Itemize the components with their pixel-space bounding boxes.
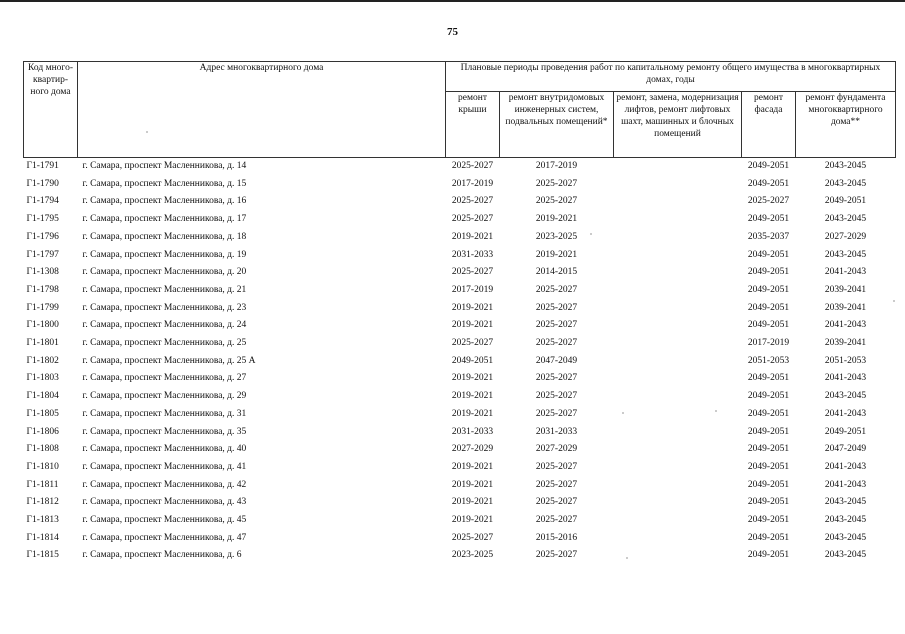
cell-lifts	[614, 264, 742, 282]
table-row	[24, 530, 896, 548]
cell-address: г. Самара, проспект Масленникова, д. 35	[82, 426, 247, 437]
cell-lifts	[614, 494, 742, 512]
scan-speck	[622, 412, 624, 414]
cell-roof: 2031-2033	[451, 249, 494, 260]
table-body	[24, 158, 896, 566]
cell-roof: 2025-2027	[451, 214, 494, 225]
cell-roof: 2025-2027	[451, 196, 494, 207]
cell-foundation: 2041-2043	[824, 408, 867, 419]
cell-code: Г1-1812	[26, 497, 59, 508]
cell-code: Г1-1796	[26, 231, 59, 242]
table-row	[24, 494, 896, 512]
cell-systems: 2025-2027	[535, 550, 578, 561]
cell-facade: 2049-2051	[747, 550, 790, 561]
cell-roof: 2017-2019	[451, 284, 494, 295]
table-row	[24, 424, 896, 442]
cell-roof: 2019-2021	[451, 408, 494, 419]
header-systems: ремонт внутридомовых инженерных систем, подвальных помещений*	[500, 92, 614, 158]
cell-facade: 2049-2051	[747, 373, 790, 384]
cell-facade: 2049-2051	[747, 479, 790, 490]
cell-roof: 2025-2027	[451, 267, 494, 278]
cell-code: Г1-1795	[26, 214, 59, 225]
cell-roof: 2049-2051	[451, 355, 494, 366]
cell-code: Г1-1805	[26, 408, 59, 419]
cell-code: Г1-1803	[26, 373, 59, 384]
table-row	[24, 547, 896, 565]
cell-lifts	[614, 300, 742, 318]
cell-lifts	[614, 335, 742, 353]
cell-code: Г1-1804	[26, 391, 59, 402]
cell-roof: 2019-2021	[451, 231, 494, 242]
cell-code: Г1-1806	[26, 426, 59, 437]
cell-address: г. Самара, проспект Масленникова, д. 24	[82, 320, 247, 331]
cell-foundation: 2043-2045	[824, 161, 867, 171]
scan-speck	[590, 233, 592, 235]
cell-lifts	[614, 388, 742, 406]
cell-address: г. Самара, проспект Масленникова, д. 42	[82, 479, 247, 490]
cell-lifts	[614, 247, 742, 265]
cell-facade: 2049-2051	[747, 267, 790, 278]
scan-speck	[146, 131, 148, 133]
cell-foundation: 2041-2043	[824, 461, 867, 472]
cell-foundation: 2041-2043	[824, 320, 867, 331]
cell-systems: 2025-2027	[535, 196, 578, 207]
cell-code: Г1-1810	[26, 461, 59, 472]
cell-roof: 2031-2033	[451, 426, 494, 437]
cell-lifts	[614, 477, 742, 495]
table-row	[24, 282, 896, 300]
cell-foundation: 2043-2045	[824, 497, 867, 508]
top-rule	[0, 0, 905, 2]
cell-roof: 2025-2027	[451, 338, 494, 349]
table-row	[24, 459, 896, 477]
cell-foundation: 2043-2045	[824, 550, 867, 561]
cell-systems: 2019-2021	[535, 214, 578, 225]
cell-facade: 2049-2051	[747, 214, 790, 225]
cell-address: г. Самара, проспект Масленникова, д. 47	[82, 532, 247, 543]
cell-code: Г1-1794	[26, 196, 59, 207]
cell-facade: 2017-2019	[747, 338, 790, 349]
cell-code: Г1-1308	[26, 267, 59, 278]
cell-facade: 2051-2053	[747, 355, 790, 366]
table-row	[24, 247, 896, 265]
cell-foundation: 2043-2045	[824, 391, 867, 402]
cell-systems: 2025-2027	[535, 515, 578, 526]
cell-foundation: 2047-2049	[824, 444, 867, 455]
table-row	[24, 193, 896, 211]
table-row	[24, 353, 896, 371]
cell-lifts	[614, 441, 742, 459]
cell-systems: 2023-2025	[535, 231, 578, 242]
cell-lifts	[614, 229, 742, 247]
cell-address: г. Самара, проспект Масленникова, д. 40	[82, 444, 247, 455]
cell-lifts	[614, 370, 742, 388]
cell-code: Г1-1791	[26, 161, 59, 171]
cell-address: г. Самара, проспект Масленникова, д. 43	[82, 497, 247, 508]
cell-roof: 2019-2021	[451, 320, 494, 331]
table-row	[24, 388, 896, 406]
cell-systems: 2027-2029	[535, 444, 578, 455]
header-periods: Плановые периоды проведения работ по капитальному ремонту общего имущества в многоквартирных домах, годы	[446, 62, 896, 92]
cell-lifts	[614, 512, 742, 530]
cell-address: г. Самара, проспект Масленникова, д. 45	[82, 515, 247, 526]
cell-foundation: 2041-2043	[824, 267, 867, 278]
cell-facade: 2049-2051	[747, 408, 790, 419]
cell-address: г. Самара, проспект Масленникова, д. 17	[82, 214, 247, 225]
cell-address: г. Самара, проспект Масленникова, д. 27	[82, 373, 247, 384]
cell-lifts	[614, 193, 742, 211]
cell-lifts	[614, 282, 742, 300]
cell-facade: 2049-2051	[747, 249, 790, 260]
cell-code: Г1-1790	[26, 178, 59, 189]
cell-code: Г1-1811	[26, 479, 59, 490]
cell-roof: 2019-2021	[451, 461, 494, 472]
cell-lifts	[614, 317, 742, 335]
cell-lifts	[614, 424, 742, 442]
table-row	[24, 176, 896, 194]
cell-address: г. Самара, проспект Масленникова, д. 25 А	[82, 355, 256, 366]
scan-speck	[893, 300, 895, 302]
cell-facade: 2049-2051	[747, 497, 790, 508]
cell-systems: 2025-2027	[535, 338, 578, 349]
cell-code: Г1-1799	[26, 302, 59, 313]
cell-lifts	[614, 530, 742, 548]
cell-address: г. Самара, проспект Масленникова, д. 25	[82, 338, 247, 349]
cell-address: г. Самара, проспект Масленникова, д. 16	[82, 196, 247, 207]
cell-facade: 2049-2051	[747, 532, 790, 543]
cell-foundation: 2039-2041	[824, 302, 867, 313]
cell-code: Г1-1814	[26, 532, 59, 543]
cell-facade: 2049-2051	[747, 320, 790, 331]
cell-systems: 2014-2015	[535, 267, 578, 278]
cell-systems: 2025-2027	[535, 391, 578, 402]
cell-address: г. Самара, проспект Масленникова, д. 23	[82, 302, 247, 313]
cell-roof: 2019-2021	[451, 391, 494, 402]
cell-facade: 2035-2037	[747, 231, 790, 242]
cell-code: Г1-1801	[26, 338, 59, 349]
table-row	[24, 317, 896, 335]
cell-roof: 2023-2025	[451, 550, 494, 561]
cell-systems: 2025-2027	[535, 320, 578, 331]
cell-facade: 2049-2051	[747, 178, 790, 189]
cell-code: Г1-1798	[26, 284, 59, 295]
cell-lifts	[614, 176, 742, 194]
cell-lifts	[614, 211, 742, 229]
cell-systems: 2025-2027	[535, 302, 578, 313]
cell-facade: 2025-2027	[747, 196, 790, 207]
cell-systems: 2017-2019	[535, 161, 578, 171]
cell-roof: 2019-2021	[451, 497, 494, 508]
table-row	[24, 300, 896, 318]
cell-code: Г1-1802	[26, 355, 59, 366]
cell-roof: 2019-2021	[451, 479, 494, 490]
cell-facade: 2049-2051	[747, 161, 790, 171]
header-lifts: ремонт, замена, модернизация лифтов, ремонт лифтовых шахт, машинных и блочных помещений	[614, 92, 742, 158]
cell-roof: 2019-2021	[451, 515, 494, 526]
cell-foundation: 2043-2045	[824, 178, 867, 189]
page-number: 75	[447, 26, 458, 38]
header-facade: ремонт фасада	[742, 92, 796, 158]
header-address: Адрес многоквартирного дома	[78, 62, 446, 158]
cell-address: г. Самара, проспект Масленникова, д. 18	[82, 231, 247, 242]
cell-systems: 2025-2027	[535, 461, 578, 472]
cell-address: г. Самара, проспект Масленникова, д. 6	[82, 550, 242, 561]
cell-systems: 2025-2027	[535, 178, 578, 189]
cell-systems: 2025-2027	[535, 497, 578, 508]
cell-facade: 2049-2051	[747, 461, 790, 472]
cell-address: г. Самара, проспект Масленникова, д. 20	[82, 267, 247, 278]
cell-systems: 2031-2033	[535, 426, 578, 437]
cell-systems: 2025-2027	[535, 284, 578, 295]
cell-facade: 2049-2051	[747, 284, 790, 295]
table-row	[24, 512, 896, 530]
cell-roof: 2027-2029	[451, 444, 494, 455]
cell-lifts	[614, 158, 742, 176]
table-row	[24, 229, 896, 247]
cell-lifts	[614, 547, 742, 565]
scan-speck	[715, 410, 717, 412]
cell-foundation: 2041-2043	[824, 373, 867, 384]
header-code: Код много-квартир-ного дома	[24, 62, 78, 158]
cell-foundation: 2041-2043	[824, 479, 867, 490]
cell-lifts	[614, 353, 742, 371]
cell-roof: 2017-2019	[451, 178, 494, 189]
cell-address: г. Самара, проспект Масленникова, д. 14	[82, 161, 247, 171]
cell-facade: 2049-2051	[747, 515, 790, 526]
cell-address: г. Самара, проспект Масленникова, д. 29	[82, 391, 247, 402]
cell-roof: 2019-2021	[451, 302, 494, 313]
cell-systems: 2025-2027	[535, 479, 578, 490]
table-row	[24, 477, 896, 495]
cell-lifts	[614, 406, 742, 424]
cell-systems: 2015-2016	[535, 532, 578, 543]
cell-foundation: 2051-2053	[824, 355, 867, 366]
table-row	[24, 158, 896, 176]
table-row	[24, 264, 896, 282]
table-row	[24, 441, 896, 459]
cell-foundation: 2039-2041	[824, 284, 867, 295]
cell-facade: 2049-2051	[747, 426, 790, 437]
cell-foundation: 2027-2029	[824, 231, 867, 242]
cell-foundation: 2039-2041	[824, 338, 867, 349]
cell-code: Г1-1800	[26, 320, 59, 331]
cell-systems: 2047-2049	[535, 355, 578, 366]
cell-systems: 2025-2027	[535, 373, 578, 384]
table-row	[24, 335, 896, 353]
cell-address: г. Самара, проспект Масленникова, д. 15	[82, 178, 247, 189]
cell-foundation: 2049-2051	[824, 426, 867, 437]
header-roof: ремонт крыши	[446, 92, 500, 158]
cell-address: г. Самара, проспект Масленникова, д. 41	[82, 461, 247, 472]
cell-code: Г1-1813	[26, 515, 59, 526]
table-row	[24, 406, 896, 424]
cell-foundation: 2043-2045	[824, 532, 867, 543]
cell-foundation: 2043-2045	[824, 515, 867, 526]
cell-facade: 2049-2051	[747, 391, 790, 402]
capital-repair-table	[23, 61, 896, 565]
cell-roof: 2019-2021	[451, 373, 494, 384]
cell-foundation: 2049-2051	[824, 196, 867, 207]
table-row	[24, 370, 896, 388]
scan-speck	[626, 557, 628, 559]
cell-foundation: 2043-2045	[824, 249, 867, 260]
cell-code: Г1-1797	[26, 249, 59, 260]
table-row	[24, 211, 896, 229]
cell-address: г. Самара, проспект Масленникова, д. 31	[82, 408, 247, 419]
cell-systems: 2025-2027	[535, 408, 578, 419]
cell-roof: 2025-2027	[451, 532, 494, 543]
cell-code: Г1-1808	[26, 444, 59, 455]
cell-foundation: 2043-2045	[824, 214, 867, 225]
cell-address: г. Самара, проспект Масленникова, д. 21	[82, 284, 247, 295]
header-foundation: ремонт фундамента многоквартирного дома**	[796, 92, 896, 158]
cell-systems: 2019-2021	[535, 249, 578, 260]
cell-lifts	[614, 459, 742, 477]
cell-facade: 2049-2051	[747, 444, 790, 455]
cell-roof: 2025-2027	[451, 161, 494, 171]
cell-code: Г1-1815	[26, 550, 59, 561]
cell-address: г. Самара, проспект Масленникова, д. 19	[82, 249, 247, 260]
cell-facade: 2049-2051	[747, 302, 790, 313]
